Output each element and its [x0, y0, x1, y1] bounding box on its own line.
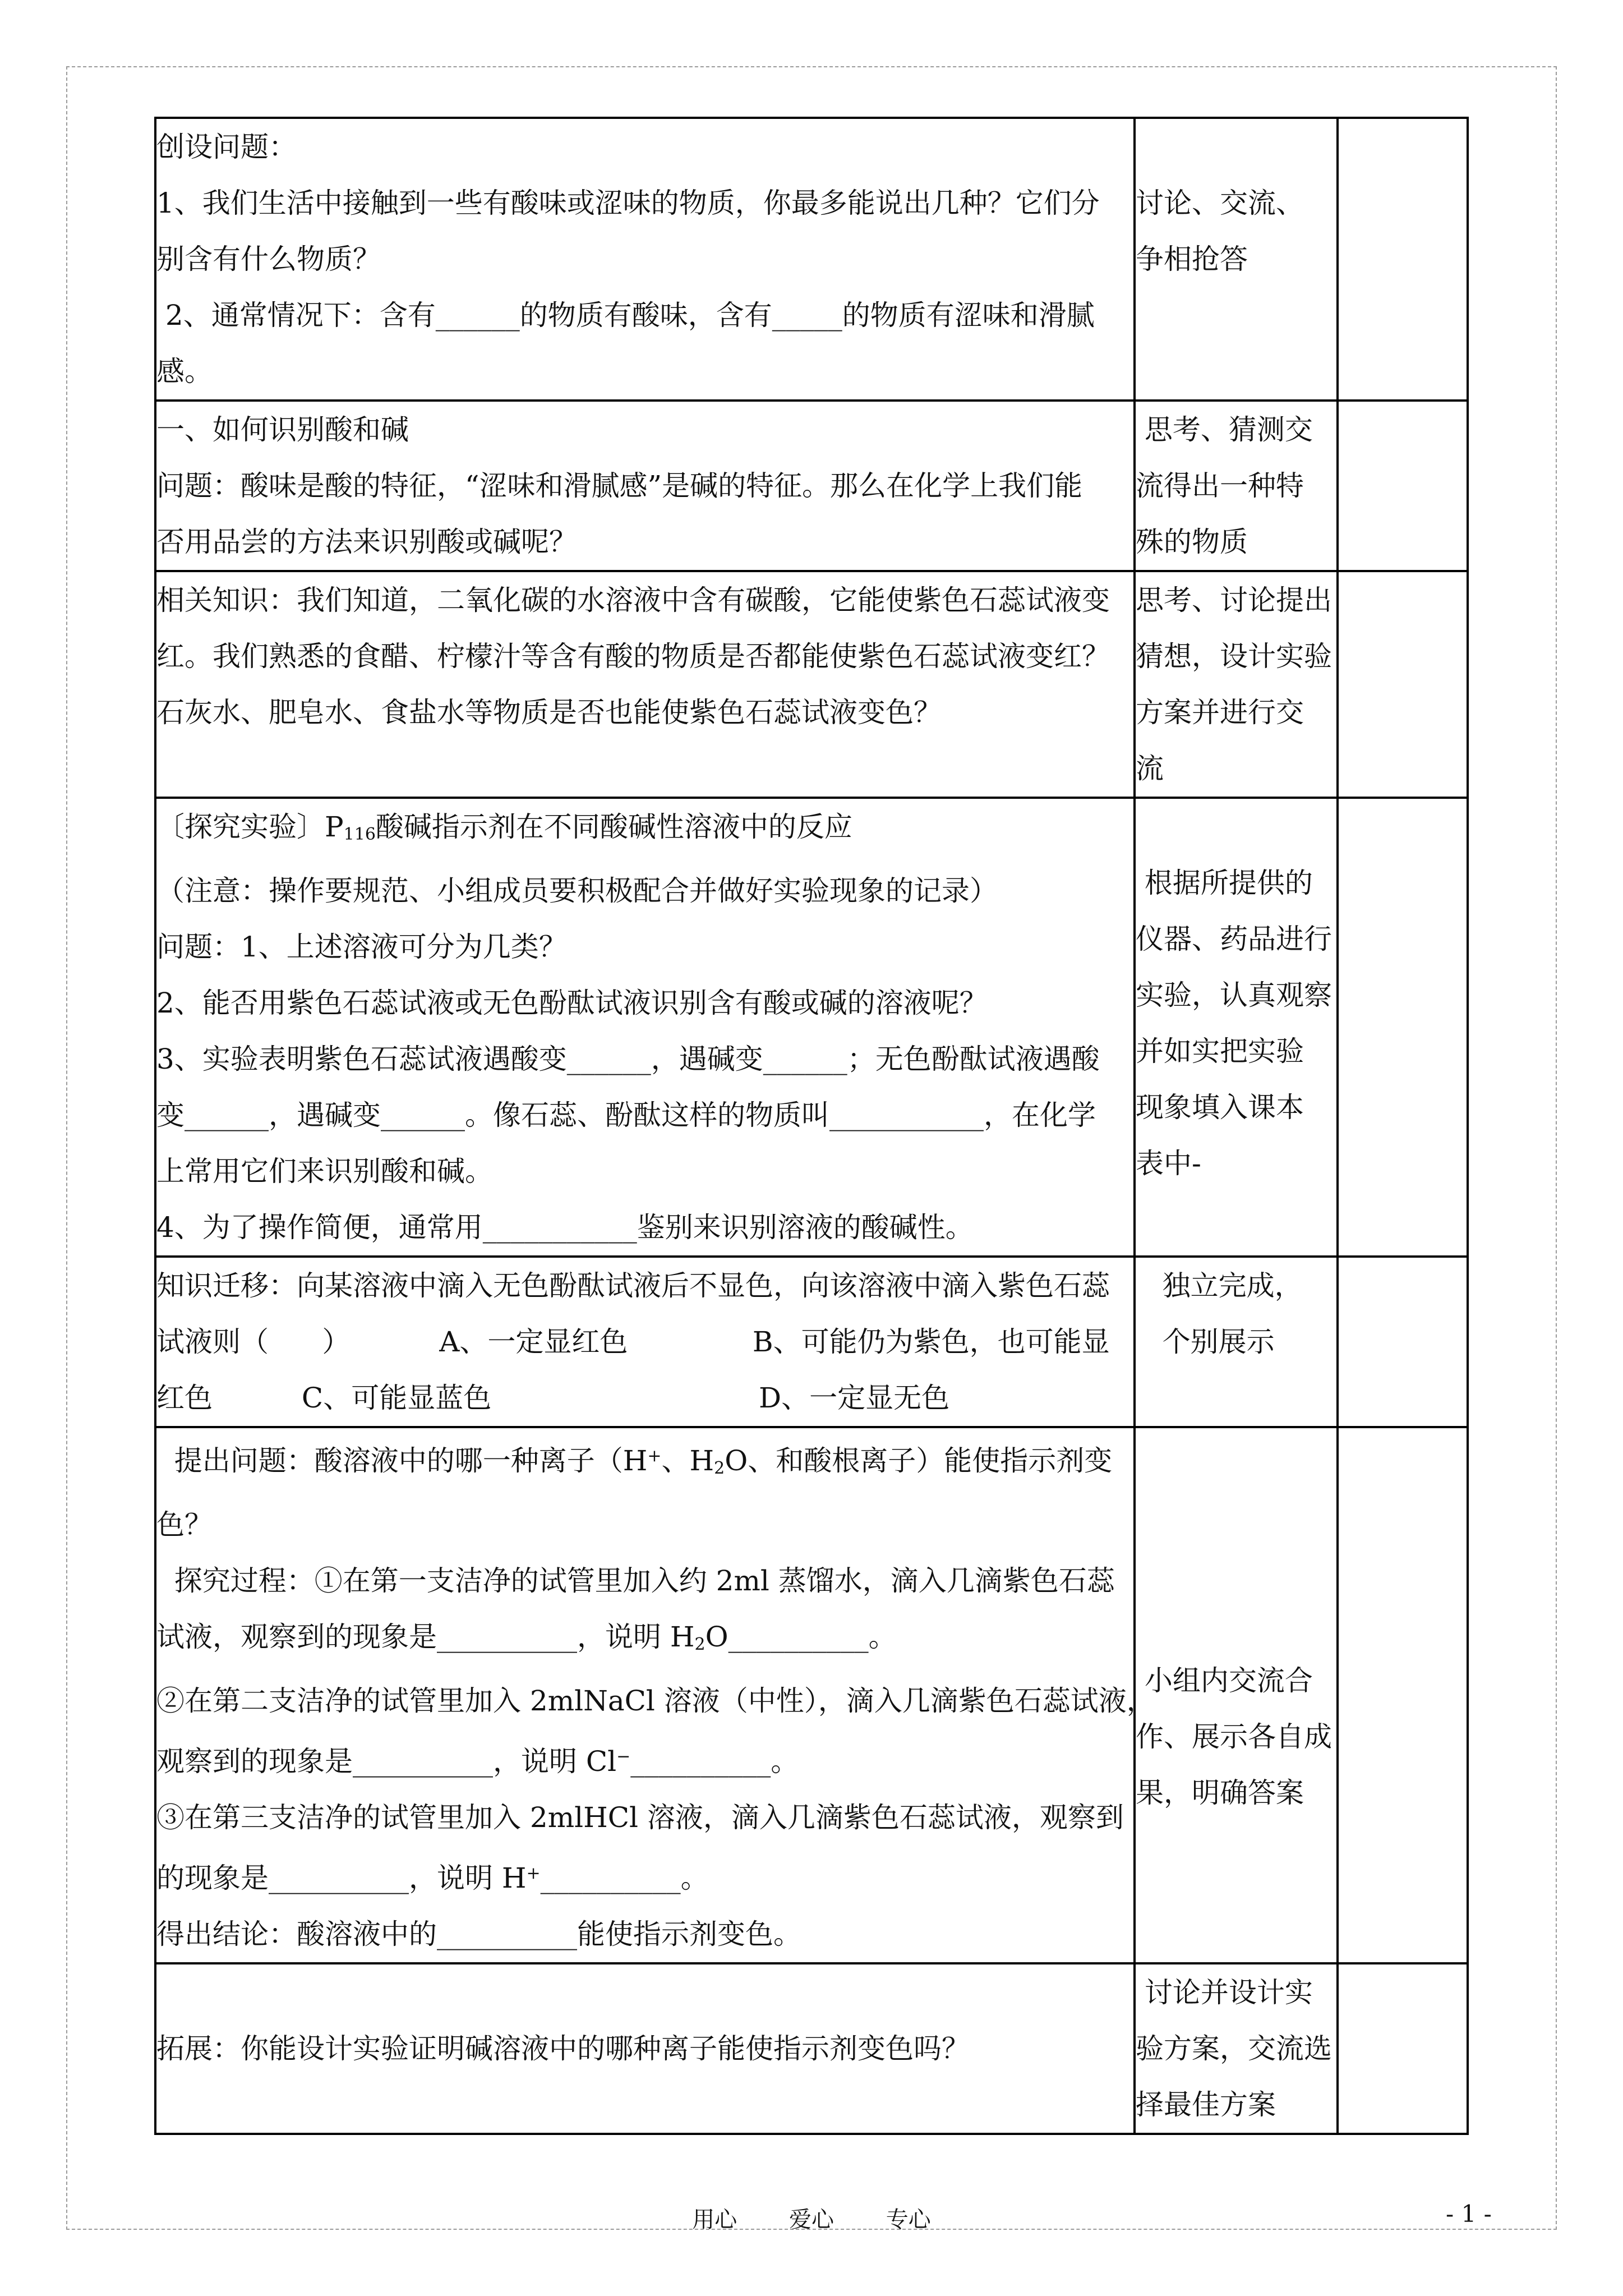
- superscript: +: [526, 1864, 541, 1883]
- activity-line: 个别展示: [1136, 1326, 1275, 1358]
- blank-cell: [1338, 1963, 1468, 2134]
- text-line: [156, 1729, 1133, 1789]
- content-cell: [155, 1963, 1135, 2134]
- text-line: 感。: [156, 355, 213, 388]
- blank-cell: [1338, 118, 1468, 401]
- activity-line: [1136, 119, 1336, 175]
- question-suffix: O、和酸根离子）能使指示剂变: [725, 1444, 1113, 1477]
- activity-line: 方案并进行交: [1136, 696, 1304, 729]
- activity-line: 小组内交流合: [1136, 1664, 1313, 1697]
- activity-line: [1136, 799, 1336, 855]
- activity-line: [1136, 1484, 1336, 1540]
- text-line: 红。我们熟悉的食醋、柠檬汁等含有酸的物质是否都能使紫色石蕊试液变红？: [156, 640, 1110, 673]
- text-line: 2、能否用紫色石蕊试液或无色酚酞试液识别含有酸或碱的溶液呢？: [156, 987, 988, 1019]
- content-cell: [155, 118, 1135, 401]
- experiment-title-prefix: 〔探究实验〕P: [156, 811, 344, 843]
- activity-line: 果，明确答案: [1136, 1777, 1304, 1809]
- content-cell: [155, 1427, 1155, 1963]
- footer-item: 用心: [692, 2207, 737, 2233]
- text-line: 问题：酸味是酸的特征，“涩味和滑腻感”是碱的特征。那么在化学上我们能: [156, 470, 1083, 502]
- text-line: 试液则（ ） A、一定显红色 B、可能仍为紫色，也可能显: [156, 1326, 1110, 1358]
- activity-line: 争相抢答: [1136, 243, 1248, 275]
- text-line: [156, 1609, 1133, 1673]
- activity-line: 并如实把实验: [1136, 1035, 1304, 1068]
- content-cell: [155, 798, 1135, 1257]
- activity-cell: [1135, 401, 1338, 571]
- activity-line: 流得出一种特: [1136, 470, 1304, 502]
- activity-line: 实验，认真观察: [1136, 979, 1332, 1011]
- subscript: 2: [694, 1635, 706, 1654]
- blank-cell: [1338, 798, 1468, 1257]
- text-line: 别含有什么物质？: [156, 243, 381, 275]
- text-line: [156, 1964, 1133, 2021]
- activity-line: 择最佳方案: [1136, 2088, 1276, 2121]
- activity-line: 猜想，设计实验: [1136, 640, 1332, 673]
- text-line: 3、实验表明紫色石蕊试液遇酸变______，遇碱变______；无色酚酞试液遇酸: [156, 1043, 1100, 1075]
- text-line: 色？: [156, 1508, 213, 1541]
- text-line: 问题：1、上述溶液可分为几类？: [156, 931, 567, 963]
- question-mid: 、H: [661, 1444, 714, 1477]
- content-cell: [155, 1257, 1135, 1427]
- text-line: 相关知识：我们知道，二氧化碳的水溶液中含有碳酸，它能使紫色石蕊试液变: [156, 584, 1110, 616]
- activity-line: 验方案，交流选: [1136, 2032, 1332, 2065]
- text-line: 创设问题：: [156, 131, 297, 163]
- activity-line: 独立完成，: [1136, 1269, 1303, 1302]
- text-line: 4、为了操作简便，通常用___________鉴别来识别溶液的酸碱性。: [156, 1211, 974, 1244]
- superscript: +: [647, 1446, 662, 1466]
- content-cell: [155, 401, 1135, 571]
- activity-cell: [1135, 571, 1338, 798]
- content-cell: [155, 571, 1135, 798]
- page-footer: [0, 2202, 1623, 2234]
- activity-line: 殊的物质: [1136, 526, 1248, 558]
- text-line: ②在第二支洁净的试管里加入 2mlNaCl 溶液（中性），滴入几滴紫色石蕊试液，: [156, 1685, 1155, 1717]
- table-row: [155, 118, 1468, 401]
- activity-line: 讨论、交流、: [1136, 187, 1304, 219]
- activity-cell: [1135, 1963, 1338, 2134]
- text-line: 2、通常情况下：含有______的物质有酸味，含有_____的物质有涩味和滑腻: [156, 299, 1095, 332]
- activity-line: 作、展示各自成: [1136, 1720, 1332, 1753]
- activity-line: 根据所提供的: [1136, 867, 1313, 899]
- activity-cell: [1135, 118, 1338, 401]
- experiment-title: [156, 799, 1133, 863]
- table-row: [155, 1963, 1468, 2134]
- activity-cell: [1135, 798, 1338, 1257]
- activity-line: 思考、讨论提出: [1136, 584, 1332, 616]
- activity-line: 表中-: [1136, 1147, 1201, 1180]
- conclusion-line: 得出结论：酸溶液中的__________能使指示剂变色。: [156, 1918, 801, 1950]
- page-number: - 1 -: [1446, 2200, 1492, 2228]
- text-line: 拓展：你能设计实验证明碱溶液中的哪种离子能使指示剂变色吗？: [156, 2032, 970, 2065]
- text-span: 观察到的现象是__________，说明 Cl: [156, 1745, 617, 1778]
- text-line: 上常用它们来识别酸和碱。: [156, 1155, 493, 1188]
- activity-line: 思考、猜测交: [1136, 413, 1313, 446]
- blank-cell: [1338, 401, 1468, 571]
- page-subscript: 116: [343, 825, 376, 844]
- lesson-table: [154, 117, 1469, 2135]
- superscript: −: [616, 1747, 631, 1766]
- text-line: （注意：操作要规范、小组成员要积极配合并做好实验现象的记录）: [156, 875, 998, 907]
- text-line: ③在第三支洁净的试管里加入 2mlHCl 溶液，滴入几滴紫色石蕊试液，观察到: [156, 1801, 1124, 1834]
- activity-line: 流: [1136, 752, 1164, 785]
- blank-cell: [1338, 571, 1468, 798]
- question-line: [156, 1428, 1133, 1497]
- activity-line: [1136, 1596, 1336, 1653]
- activity-cell: [1135, 1257, 1338, 1427]
- text-line: 1、我们生活中接触到一些有酸味或涩味的物质，你最多能说出几种？它们分: [156, 187, 1100, 219]
- table-row: [155, 401, 1468, 571]
- text-line: 知识迁移：向某溶液中滴入无色酚酞试液后不显色，向该溶液中滴入紫色石蕊: [156, 1269, 1110, 1302]
- text-line: 否用品尝的方法来识别酸或碱呢？: [156, 526, 577, 558]
- text-span: 的现象是__________，说明 H: [156, 1862, 527, 1894]
- text-span: 试液，观察到的现象是__________，说明 H: [156, 1621, 695, 1653]
- experiment-title-suffix: 酸碱指示剂在不同酸碱性溶液中的反应: [375, 811, 852, 843]
- activity-line: [1136, 1540, 1336, 1596]
- table-row: [155, 798, 1468, 1257]
- activity-line: 现象填入课本: [1136, 1091, 1304, 1124]
- subscript: 2: [714, 1458, 725, 1478]
- text-line: 石灰水、肥皂水、食盐水等物质是否也能使紫色石蕊试液变色？: [156, 696, 942, 729]
- text-line: 红色 C、可能显蓝色 D、一定显无色: [156, 1382, 950, 1414]
- table-row: [155, 571, 1468, 798]
- text-span: __________。: [540, 1862, 709, 1894]
- activity-line: 讨论并设计实: [1136, 1976, 1313, 2009]
- activity-line: 仪器、药品进行: [1136, 923, 1332, 955]
- text-line: 探究过程：①在第一支洁净的试管里加入约 2ml 蒸馏水，滴入几滴紫色石蕊: [156, 1565, 1115, 1597]
- section-heading: 一、如何识别酸和碱: [156, 413, 409, 446]
- text-span: O__________。: [705, 1621, 897, 1653]
- text-span: __________。: [630, 1745, 799, 1778]
- table-row: [155, 1427, 1468, 1963]
- blank-cell: [1338, 1257, 1468, 1427]
- table-row: [155, 1257, 1468, 1427]
- text-line: 变______，遇碱变______。像石蕊、酚酞这样的物质叫___________，在化学: [156, 1099, 1096, 1131]
- text-line: [156, 1846, 1133, 1906]
- footer-item: 专心: [886, 2207, 931, 2233]
- activity-line: [1136, 1428, 1336, 1484]
- activity-cell: [1135, 1427, 1338, 1963]
- blank-cell: [1338, 1427, 1468, 1963]
- question-prefix: 提出问题：酸溶液中的哪一种离子（H: [156, 1444, 648, 1477]
- footer-item: 爱心: [789, 2207, 834, 2233]
